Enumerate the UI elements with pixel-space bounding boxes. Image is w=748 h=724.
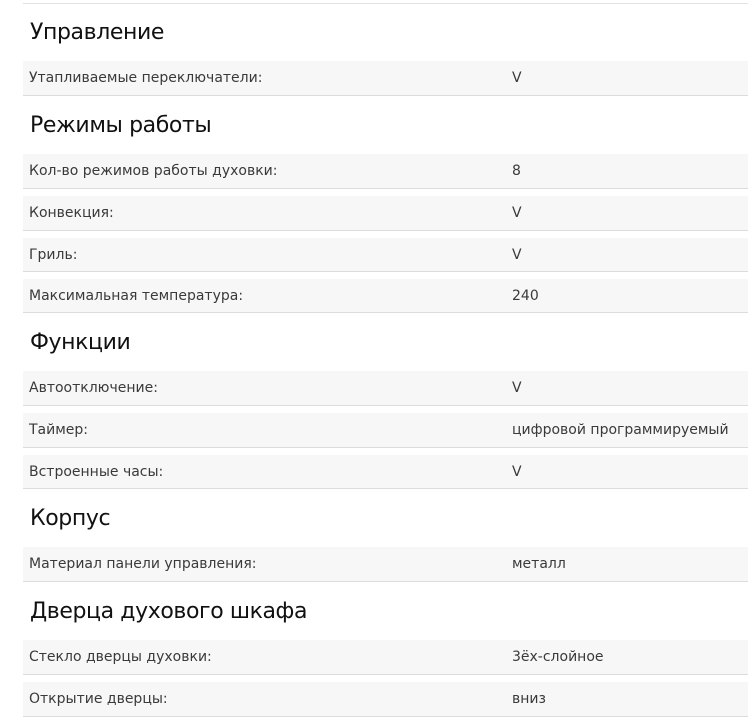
section-controls (23, 4, 748, 96)
section-title: Функции (30, 329, 131, 355)
spec-label: Гриль: (29, 246, 78, 263)
spec-value: 8 (512, 163, 521, 179)
spec-label: Таймер: (29, 422, 89, 438)
spec-row-door-opening (23, 682, 748, 717)
spec-row-timer (23, 413, 748, 448)
spec-label: Автоотключение: (29, 380, 158, 396)
spec-value: 240 (512, 287, 539, 304)
section-oven-door (23, 582, 748, 717)
spec-row-oven-modes (23, 154, 748, 189)
spec-label: Открытие дверцы: (29, 691, 168, 707)
spec-row-convection (23, 196, 748, 231)
spec-row-built-in-clock (23, 455, 748, 489)
section-title: Корпус (30, 505, 111, 531)
specs-table (23, 4, 748, 717)
spec-label: Кол-во режимов работы духовки: (29, 163, 278, 179)
spec-row-door-glass (23, 640, 748, 675)
spec-value: цифровой программируемый (512, 422, 729, 438)
section-title: Управление (30, 20, 165, 45)
spec-value: V (512, 205, 522, 221)
section-modes (23, 96, 748, 313)
spec-label: Встроенные часы: (29, 463, 164, 480)
spec-label: Максимальная температура: (29, 287, 244, 304)
section-title: Дверца духового шкафа (30, 598, 308, 624)
spec-row-max-temperature (23, 279, 748, 313)
spec-value: металл (512, 556, 566, 572)
spec-value: 3ёх-слойное (512, 649, 604, 665)
section-functions (23, 313, 748, 489)
spec-row-control-panel-material (23, 547, 748, 582)
section-body (23, 489, 748, 582)
spec-label: Утапливаемые переключатели: (29, 70, 263, 86)
spec-value: V (512, 463, 522, 480)
section-title: Режимы работы (30, 112, 212, 138)
spec-value: V (512, 246, 522, 263)
spec-row-grill (23, 238, 748, 272)
spec-label: Конвекция: (29, 205, 114, 221)
spec-label: Материал панели управления: (29, 556, 257, 572)
spec-row-recessed-switches (23, 61, 748, 96)
spec-row-auto-off (23, 371, 748, 406)
spec-value: V (512, 70, 522, 86)
spec-label: Стекло дверцы духовки: (29, 649, 212, 665)
spec-value: вниз (512, 691, 546, 707)
spec-value: V (512, 380, 522, 396)
